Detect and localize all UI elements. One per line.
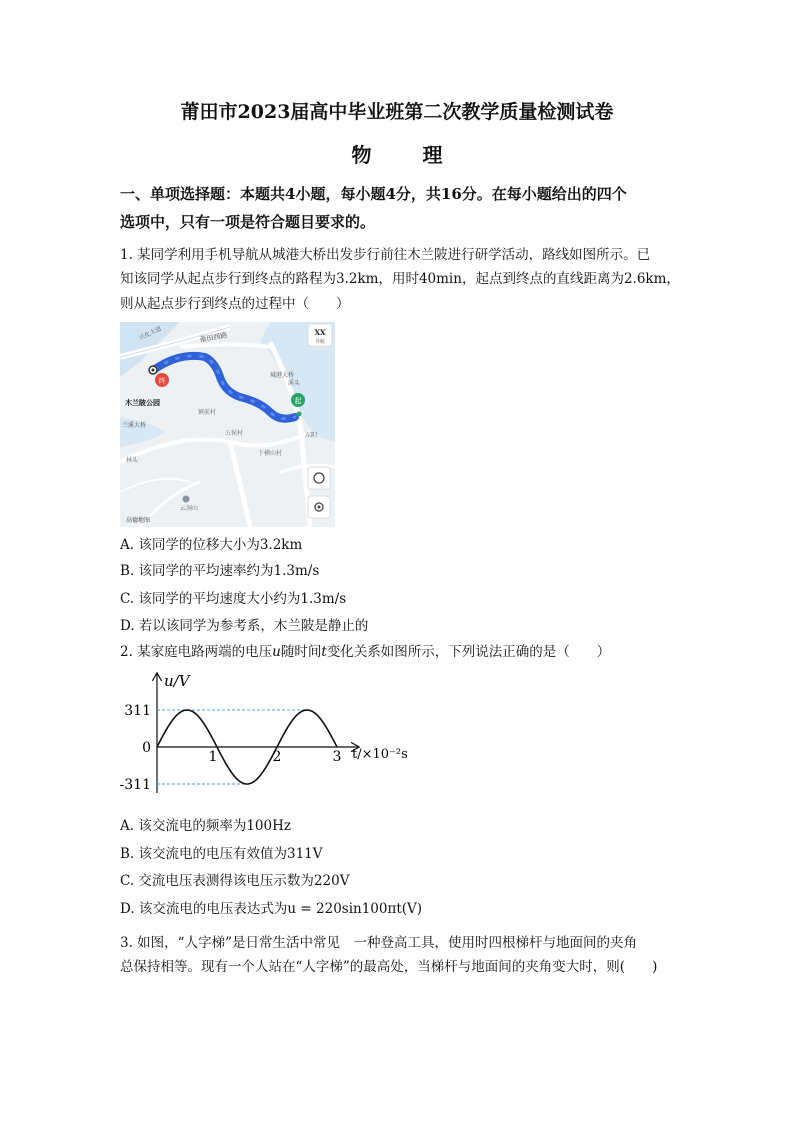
voltage-time-graph: [110, 668, 430, 798]
x-tick-label: 2: [272, 749, 282, 765]
exam-title: 莆田市2023届高中毕业班第二次教学质量检测试卷: [180, 101, 614, 123]
q2-option-b: B. 该交流电的电压有效值为311V: [120, 846, 323, 862]
q2-stem-part3: 变化关系如图所示，下列说法正确的是（ ）: [326, 644, 611, 660]
map-label-poi7: 溪头: [288, 380, 301, 387]
map-label-poi9: 东阳: [305, 432, 318, 439]
poi-pin-icon: [183, 496, 190, 503]
map-end-pin-icon: [155, 373, 169, 387]
subject-title: 物 理: [351, 143, 465, 167]
map-label-poi6: 云洞山: [180, 505, 199, 512]
q1-option-c: C. 该同学的平均速度大小约为1.3m/s: [120, 591, 347, 607]
locate-icon[interactable]: [308, 496, 330, 518]
y-axis-label: u/V: [164, 672, 190, 690]
q2-stem-part2: 随时间: [280, 644, 322, 660]
map-label-road3: 城港大桥: [270, 372, 295, 379]
q1-stem-line2: 知该同学从起点步行到终点的路程为3.2km，用时40min，起点到终点的直线距离为2.6km，: [120, 271, 680, 287]
q1-stem-line3: 则从起点步行到终点的过程中（ ）: [120, 296, 350, 312]
q2-stem-part1: 2. 某家庭电路两端的电压: [120, 644, 273, 660]
y-tick-label: 311: [124, 703, 151, 719]
section-heading-line1: 一、单项选择题：本题共4小题，每小题4分，共16分。在每小题给出的四个: [120, 185, 627, 203]
map-label-road4: 兰溪大桥: [122, 422, 147, 429]
map-label-poi2: 镇前村: [198, 409, 217, 416]
x-tick-label: 1: [208, 749, 218, 765]
map-label-road2: 兴化大道: [137, 325, 163, 342]
q2-stem: [120, 643, 680, 661]
map-corner-btn-label: XX: [314, 328, 326, 337]
q1-option-d: D. 若以该同学为参考系，木兰陂是静止的: [120, 618, 369, 634]
map-corner-btn-sub: 导航: [314, 339, 326, 345]
x-tick-label: 3: [332, 749, 342, 765]
q1-option-b: B. 该同学的平均速率约为1.3m/s: [120, 563, 320, 579]
q2-stem-u: u: [272, 644, 281, 660]
q2-option-a: A. 该交流电的频率为100Hz: [120, 818, 291, 834]
map-corner-button[interactable]: [308, 324, 332, 346]
map-label-poi5: 林头: [126, 457, 139, 464]
q1-stem-line1: 1. 某同学利用手机导航从城港大桥出发步行前往木兰陂进行研学活动，路线如图所示。已: [120, 247, 651, 263]
q2-stem-t: t: [321, 644, 327, 660]
map-logo: 高德地图: [126, 517, 151, 524]
map-start-dot-icon: [149, 366, 157, 374]
y-tick-label: 0: [142, 740, 151, 756]
map-label-poi3: 五侯村: [225, 430, 244, 437]
map-label-road1: 莆田西路: [198, 331, 228, 344]
y-tick-label: -311: [119, 777, 151, 793]
q3-stem-line2: 总保持相等。现有一个人站在“人字梯”的最高处，当梯杆与地面间的夹角变大时，则( ): [120, 959, 658, 975]
map-label-poi4: 下横山村: [258, 450, 283, 457]
map-start-marker: 起: [294, 397, 302, 405]
route-map: [120, 322, 335, 527]
map-end-marker: 终: [158, 377, 166, 385]
q1-option-a: A. 该同学的位移大小为3.2km: [120, 537, 303, 553]
section-heading-line2: 选项中，只有一项是符合题目要求的。: [120, 213, 376, 231]
q2-option-d: D. 该交流电的电压表达式为u = 220sin100πt(V): [120, 901, 423, 917]
q3-stem-line1: 3. 如图，“人字梯”是日常生活中常见 一种登高工具，使用时四根梯杆与地面间的夹角: [120, 935, 637, 951]
refresh-icon[interactable]: [308, 467, 330, 489]
map-label-poi1: 木兰陂公园: [125, 398, 160, 407]
x-axis-label: t/×10⁻²s: [352, 747, 408, 762]
q2-option-c: C. 交流电压表测得该电压示数为220V: [120, 873, 350, 889]
